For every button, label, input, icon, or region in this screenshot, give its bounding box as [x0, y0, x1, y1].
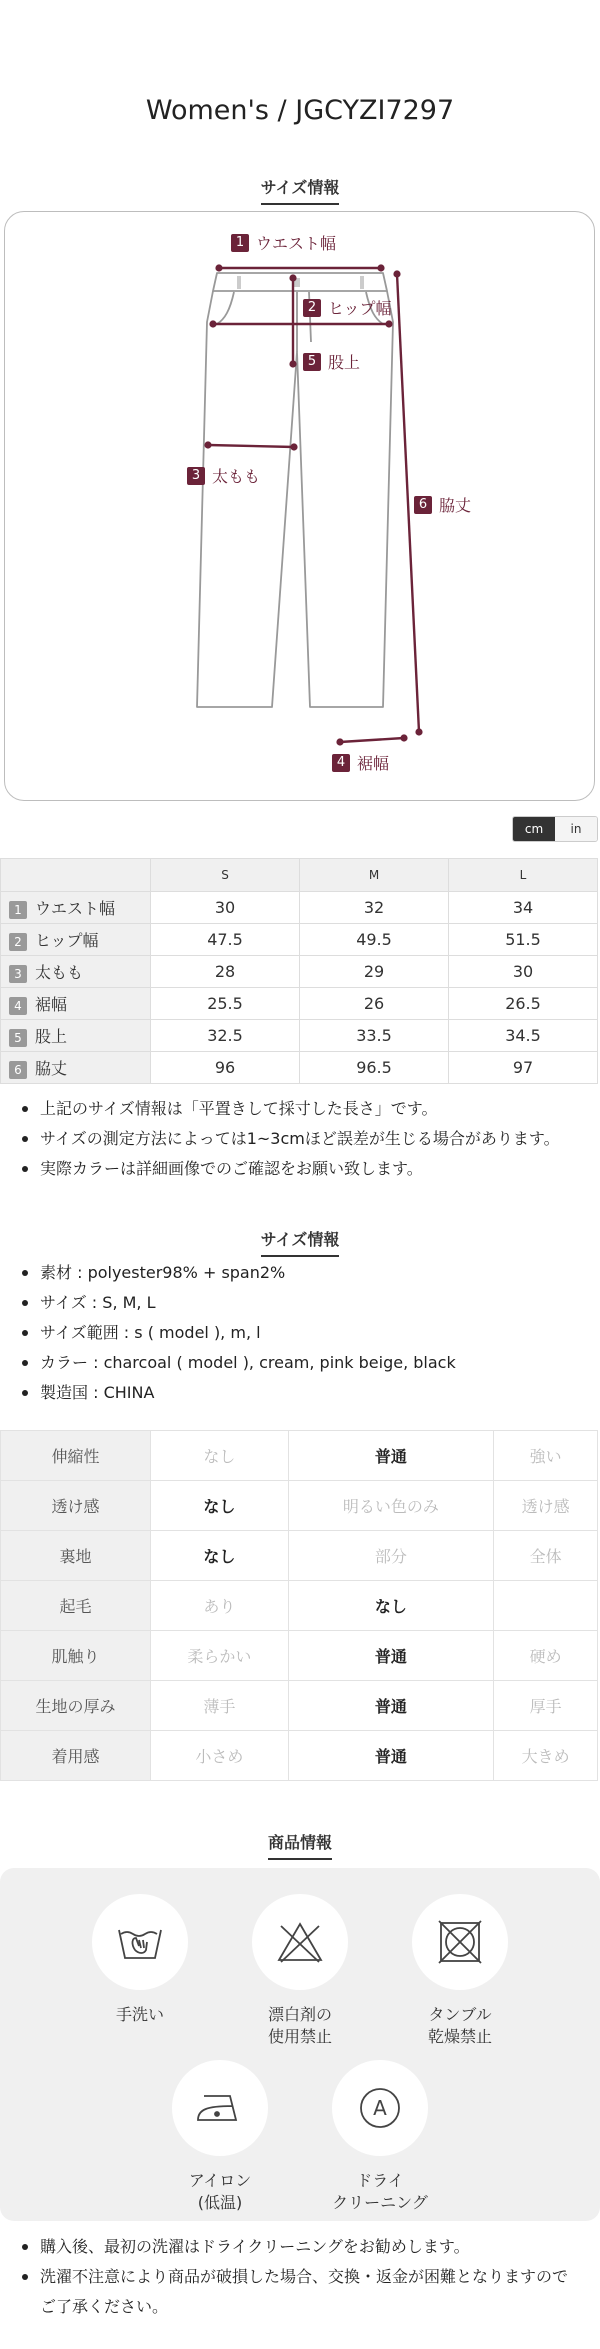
size-cell: 26.5	[449, 988, 598, 1020]
no-tumble-dry-icon	[435, 1917, 485, 1967]
size-table-row	[1, 892, 598, 924]
fabric-row	[1, 1631, 598, 1681]
size-cell: 30	[449, 956, 598, 988]
no-bleach-icon	[275, 1920, 325, 1964]
list-item: カラー : charcoal ( model ), cream, pink beige, black	[22, 1348, 456, 1378]
list-item: 洗濯不注意により商品が破損した場合、交換・返金が困難となりますので ご了承ください。	[22, 2262, 582, 2322]
label-waist: 1 ウエスト幅	[231, 231, 336, 254]
size-table	[0, 858, 598, 1084]
size-row-label: 1 ウエスト幅	[1, 892, 151, 924]
fabric-label: 伸縮性	[1, 1431, 151, 1481]
fabric-option: 透け感	[494, 1481, 598, 1531]
fabric-option: 部分	[288, 1531, 493, 1581]
fabric-option: 柔らかい	[151, 1631, 289, 1681]
size-cell: 33.5	[300, 1020, 449, 1052]
size-cell: 29	[300, 956, 449, 988]
fabric-row	[1, 1581, 598, 1631]
product-title: Women's / JGCYZI7297	[145, 95, 455, 126]
list-item: サイズの測定方法によっては1~3cmほど誤差が生じる場合があります。	[22, 1124, 560, 1154]
fabric-option	[494, 1581, 598, 1631]
size-cell: 96.5	[300, 1052, 449, 1084]
list-item: 素材 : polyester98% + span2%	[22, 1258, 456, 1288]
dry-clean-icon	[356, 2084, 404, 2132]
list-item: 購入後、最初の洗濯はドライクリーニングをお勧めします。	[22, 2232, 582, 2262]
label-thigh: 3 太もも	[187, 464, 260, 487]
label-rise: 5 股上	[303, 350, 360, 373]
fabric-option: 薄手	[151, 1681, 289, 1731]
fabric-option: 厚手	[494, 1681, 598, 1731]
fabric-option: あり	[151, 1581, 289, 1631]
size-cell: 51.5	[449, 924, 598, 956]
label-side-length: 6 脇丈	[414, 493, 471, 516]
fabric-row	[1, 1531, 598, 1581]
care-notes	[22, 2232, 582, 2322]
size-table-row	[1, 956, 598, 988]
care-item-no-bleach: 漂白剤の 使用禁止	[230, 1894, 370, 2048]
size-cell: 30	[151, 892, 300, 924]
fabric-option: 明るい色のみ	[288, 1481, 493, 1531]
size-cell: 96	[151, 1052, 300, 1084]
size-cell: 28	[151, 956, 300, 988]
fabric-option: 硬め	[494, 1631, 598, 1681]
fabric-label: 生地の厚み	[1, 1681, 151, 1731]
fabric-label: 着用感	[1, 1731, 151, 1781]
size-row-label: 3 太もも	[1, 956, 151, 988]
size-cell: 32.5	[151, 1020, 300, 1052]
fabric-option: なし	[151, 1481, 289, 1531]
fabric-row	[1, 1481, 598, 1531]
unit-in-button[interactable]: in	[555, 817, 597, 841]
size-table-row	[1, 988, 598, 1020]
fabric-option: 普通	[288, 1681, 493, 1731]
size-notes	[22, 1094, 560, 1184]
iron-low-icon	[194, 2088, 246, 2128]
fabric-label: 透け感	[1, 1481, 151, 1531]
size-diagram	[4, 211, 595, 801]
label-hip: 2 ヒップ幅	[303, 296, 392, 319]
size-cell: 97	[449, 1052, 598, 1084]
product-info-heading: 商品情報	[0, 1830, 600, 1860]
size-table-row	[1, 1020, 598, 1052]
fabric-option: 普通	[288, 1431, 493, 1481]
fabric-option: 普通	[288, 1731, 493, 1781]
svg-text:A: A	[373, 2096, 387, 2120]
size-header-m: M	[300, 859, 449, 892]
list-item: 製造国 : CHINA	[22, 1378, 456, 1408]
fabric-label: 裏地	[1, 1531, 151, 1581]
fabric-table	[0, 1430, 598, 1781]
size-cell: 49.5	[300, 924, 449, 956]
list-item: 実際カラーは詳細画像でのご確認をお願い致します。	[22, 1154, 560, 1184]
fabric-option: 小さめ	[151, 1731, 289, 1781]
size-row-label: 5 股上	[1, 1020, 151, 1052]
size-cell: 26	[300, 988, 449, 1020]
hand-wash-icon	[115, 1920, 165, 1964]
size-row-label: 6 脇丈	[1, 1052, 151, 1084]
fabric-row	[1, 1681, 598, 1731]
size-header-s: S	[151, 859, 300, 892]
size-row-label: 2 ヒップ幅	[1, 924, 151, 956]
fabric-label: 起毛	[1, 1581, 151, 1631]
list-item: サイズ範囲 : s ( model ), m, l	[22, 1318, 456, 1348]
material-info-heading: サイズ情報	[0, 1227, 600, 1257]
size-table-corner	[1, 859, 151, 892]
care-item-iron-low: アイロン (低温)	[150, 2060, 290, 2214]
fabric-option: 大きめ	[494, 1731, 598, 1781]
care-item-no-tumble-dry: タンブル 乾燥禁止	[390, 1894, 530, 2048]
fabric-option: なし	[288, 1581, 493, 1631]
fabric-option: 全体	[494, 1531, 598, 1581]
unit-cm-button[interactable]: cm	[513, 817, 555, 841]
fabric-option: 普通	[288, 1631, 493, 1681]
pants-illustration	[5, 212, 596, 802]
list-item: サイズ : S, M, L	[22, 1288, 456, 1318]
label-hem: 4 裾幅	[332, 751, 389, 774]
fabric-row	[1, 1431, 598, 1481]
unit-toggle[interactable]	[512, 816, 598, 842]
size-row-label: 4 裾幅	[1, 988, 151, 1020]
size-header-l: L	[449, 859, 598, 892]
size-cell: 34.5	[449, 1020, 598, 1052]
size-cell: 47.5	[151, 924, 300, 956]
material-info-list	[22, 1258, 456, 1408]
care-item-hand-wash: 手洗い	[70, 1894, 210, 2026]
care-instructions-panel	[0, 1868, 600, 2221]
size-cell: 25.5	[151, 988, 300, 1020]
size-cell: 32	[300, 892, 449, 924]
fabric-option: なし	[151, 1431, 289, 1481]
size-cell: 34	[449, 892, 598, 924]
fabric-label: 肌触り	[1, 1631, 151, 1681]
size-table-row	[1, 1052, 598, 1084]
care-item-dry-clean: A ドライ クリーニング	[310, 2060, 450, 2214]
fabric-option: 強い	[494, 1431, 598, 1481]
size-info-heading: サイズ情報	[0, 175, 600, 205]
size-table-row	[1, 924, 598, 956]
list-item: 上記のサイズ情報は「平置きして採寸した長さ」です。	[22, 1094, 560, 1124]
fabric-option: なし	[151, 1531, 289, 1581]
fabric-row	[1, 1731, 598, 1781]
